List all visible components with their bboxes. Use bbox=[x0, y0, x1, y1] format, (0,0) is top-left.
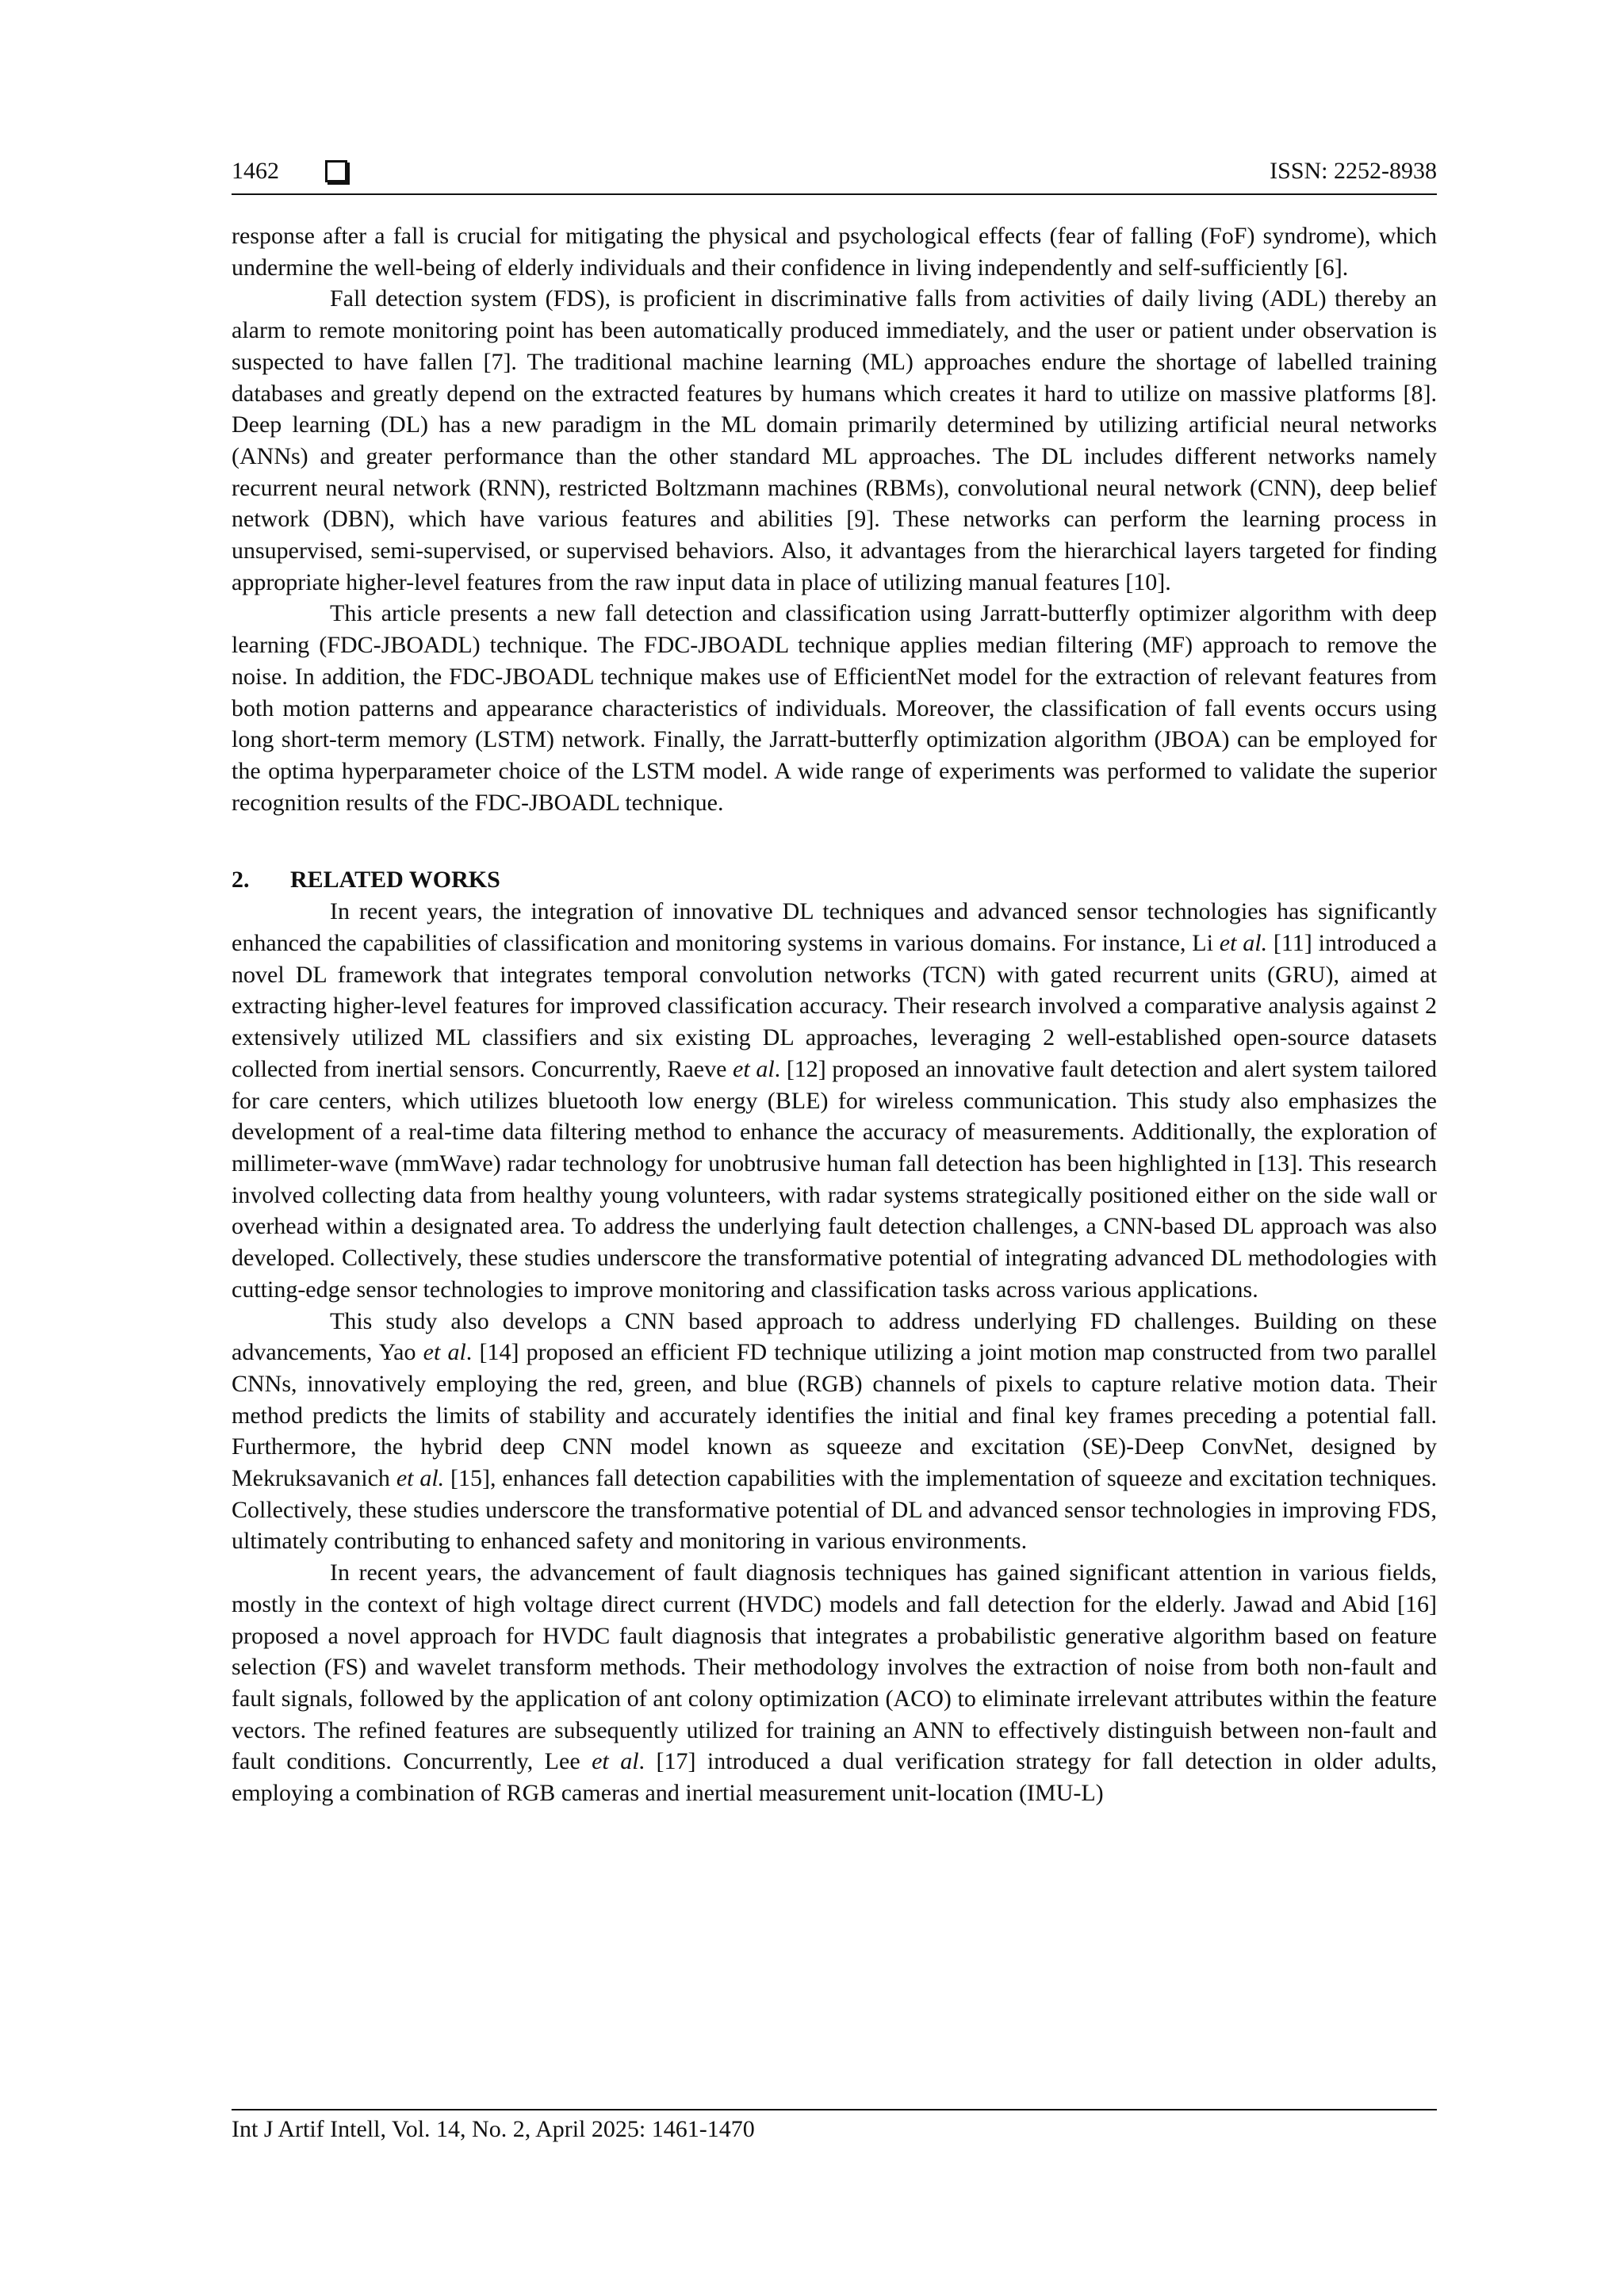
square-box-icon bbox=[325, 160, 347, 182]
text-run: In recent years, the integration of innovative DL techniques and advanced sensor technologies has significantly enhanced the capabilities of classification and monitoring systems in various domains. For instance, Li bbox=[232, 898, 1437, 957]
journal-citation: Int J Artif Intell, Vol. 14, No. 2, April 2025: 1461-1470 bbox=[232, 2116, 755, 2142]
text-run: . [12] proposed an innovative fault detection and alert system tailored for care centers, which utilizes bluetooth low energy (BLE) for wireless communication. This study also emphasizes the development of a real-time data filtering method to enhance the accuracy of measurements. Additionally, the exploration of millimeter-wave (mmWave) radar technology for unobtrusive human fall detection has been highlighted in [13]. This research involved collecting data from healthy young volunteers, with radar systems strategically positioned either on the side wall or overhead within a designated area. To address the underlying fault detection challenges, a CNN-based DL approach was also developed. Collectively, these studies underscore the transformative potential of integrating advanced DL methodologies with cutting-edge sensor technologies to improve monitoring and classification tasks across various applications. bbox=[232, 1055, 1438, 1303]
related-works-paragraph-1 bbox=[232, 896, 1437, 1305]
et-al: et al. bbox=[396, 1465, 445, 1492]
et-al: et al bbox=[592, 1748, 639, 1775]
section-title: RELATED WORKS bbox=[290, 867, 500, 894]
issn: ISSN: 2252-8938 bbox=[1270, 158, 1437, 184]
article-body bbox=[232, 220, 1437, 1809]
running-header bbox=[232, 151, 1437, 192]
et-al: et al bbox=[733, 1055, 775, 1082]
footer-divider bbox=[232, 2109, 1437, 2110]
related-works-paragraph-3 bbox=[232, 1557, 1437, 1809]
page-number: 1462 bbox=[232, 158, 279, 184]
et-al: et al. bbox=[1219, 930, 1268, 957]
text-run: . [17] introduced a dual verification strategy for fall detection in older adults, employing a combination of RGB cameras and inertial measurement unit-location (IMU-L) bbox=[232, 1748, 1437, 1807]
intro-paragraph-3: This article presents a new fall detection and classification using Jarratt-butterfly optimizer algorithm with deep learning (FDC-JBOADL) technique. The FDC-JBOADL technique applies median filtering (MF) approach to remove the noise. In addition, the FDC-JBOADL technique makes use of EfficientNet model for the extraction of relevant features from both motion patterns and appearance characteristics of individuals. Moreover, the classification of fall events occurs using long short-term memory (LSTM) network. Finally, the Jarratt-butterfly optimization algorithm (JBOA) can be employed for the optima hyperparameter choice of the LSTM model. A wide range of experiments was performed to validate the superior recognition results of the FDC-JBOADL technique. bbox=[232, 600, 1437, 816]
text-run: . [14] proposed an efficient FD technique utilizing a joint motion map constructed from two parallel CNNs, innovatively employing the red, green, and blue (RGB) channels of pixels to capture relative motion data. Their method predicts the limits of stability and accurately identifies the initial and final key frames preceding a potential fall. Furthermore, the hybrid deep CNN model known as squeeze and excitation (SE)-Deep ConvNet, designed by Mekruksavanich bbox=[232, 1339, 1437, 1492]
section-heading bbox=[232, 864, 1437, 896]
intro-paragraph-1: response after a fall is crucial for mitigating the physical and psychological effects (fear of falling (FoF) syndrome), which undermine the well-being of elderly individuals and their confidence in living independently and self-sufficiently [6]. bbox=[232, 223, 1437, 281]
text-run: This study also develops a CNN based approach to address underlying FD challenges. Building on these advancements, Yao bbox=[232, 1307, 1437, 1366]
related-works-paragraph-2 bbox=[232, 1306, 1437, 1558]
et-al: et al bbox=[423, 1339, 466, 1366]
text-run: [15], enhances fall detection capabilities with the implementation of squeeze and excitation techniques. Collectively, these studies underscore the transformative potential of DL and advanced sensor technologies in improving FDS, ultimately contributing to enhanced safety and monitoring in various environments. bbox=[232, 1465, 1437, 1555]
text-run: [11] introduced a novel DL framework that integrates temporal convolution networks (TCN) with gated recurrent units (GRU), aimed at extracting higher-level features for improved classification accuracy. Their research involved a comparative analysis against 2 extensively utilized ML classifiers and six existing DL approaches, leveraging 2 well-established open-source datasets collected from inertial sensors. Concurrently, Raeve bbox=[232, 930, 1437, 1082]
text-run: In recent years, the advancement of fault diagnosis techniques has gained significant attention in various fields, mostly in the context of high voltage direct current (HVDC) models and fall detection for the elderly. Jawad and Abid [16] proposed a novel approach for HVDC fault diagnosis that integrates a probabilistic generative algorithm based on feature selection (FS) and wavelet transform methods. Their methodology involves the extraction of noise from both non-fault and fault signals, followed by the application of ant colony optimization (ACO) to eliminate irrelevant attributes within the feature vectors. The refined features are subsequently utilized for training an ANN to effectively distinguish between non-fault and fault conditions. Concurrently, Lee bbox=[232, 1559, 1437, 1775]
header-divider bbox=[232, 193, 1437, 195]
intro-paragraph-2: Fall detection system (FDS), is proficient in discriminative falls from activities of daily living (ADL) thereby an alarm to remote monitoring point has been automatically produced immediately, and the user or patient under observation is suspected to have fallen [7]. The traditional machine learning (ML) approaches endure the shortage of labelled training databases and greatly depend on the extracted features by humans which creates it hard to utilize on massive platforms [8]. Deep learning (DL) has a new paradigm in the ML domain primarily determined by utilizing artificial neural networks (ANNs) and greater performance than the other standard ML approaches. The DL includes different networks namely recurrent neural network (RNN), restricted Boltzmann machines (RBMs), convolutional neural network (CNN), deep belief network (DBN), which have various features and abilities [9]. These networks can perform the learning process in unsupervised, semi-supervised, or supervised behaviors. Also, it advantages from the hierarchical layers targeted for finding appropriate higher-level features from the raw input data in place of utilizing manual features [10]. bbox=[232, 285, 1437, 595]
section-number: 2. bbox=[232, 867, 250, 894]
